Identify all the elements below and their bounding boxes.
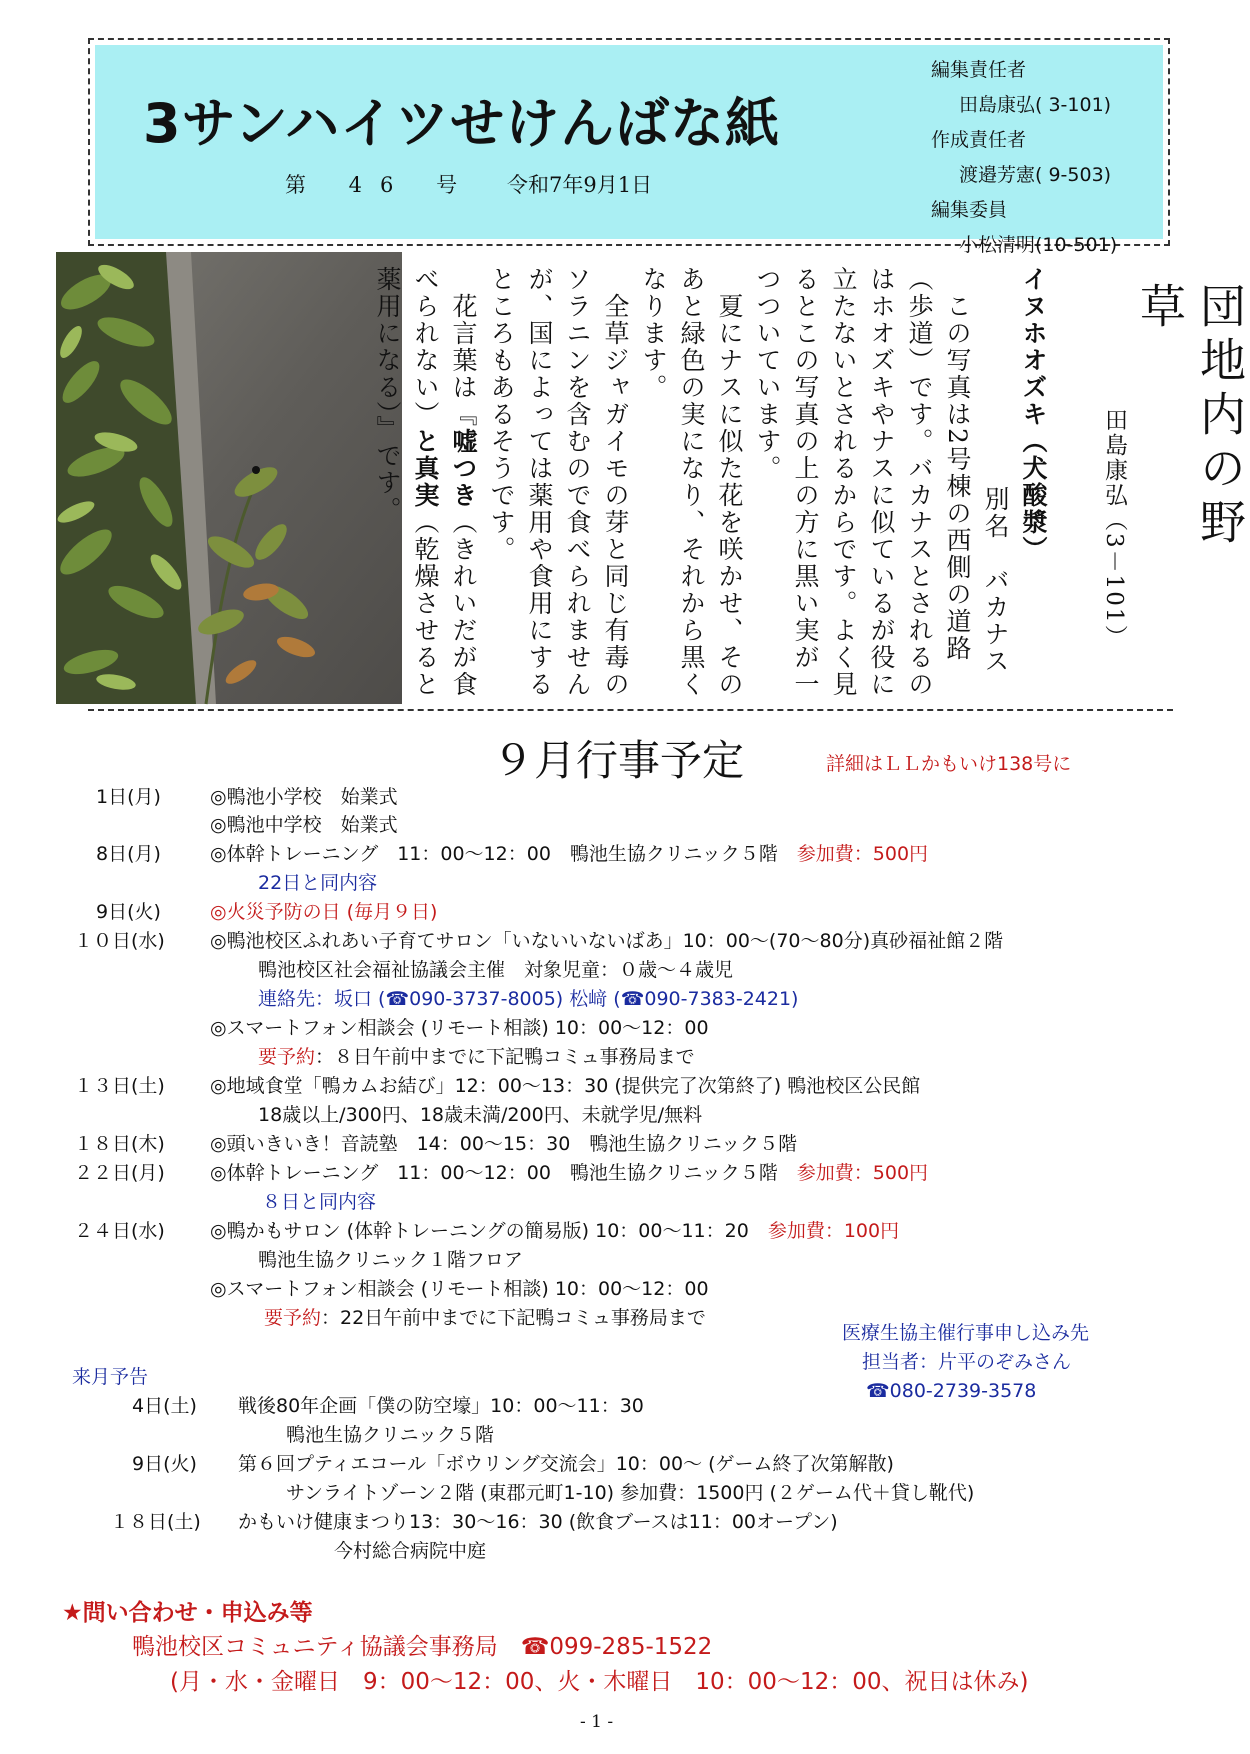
contact-organization: 鴨池校区コミュニティ協議会事務局 ☎099-285-1522 [132, 1634, 713, 1660]
event-text: ◎鴨かもサロン (体幹トレーニングの簡易版) 10：00～11：20 [210, 1220, 749, 1242]
article-body [373, 266, 1052, 706]
event-fee: 参加費：500円 [796, 843, 929, 865]
event-date: 9日(火) [96, 901, 161, 923]
paragraph-text: この写真は2号棟の西側の道路（歩道）です。バカナスとされるのはホオズキやナスに似ているが役に立たないとされるからです。よく見るとこの写真の上の方に黒い実が一つついています。 [753, 266, 972, 698]
staff-role: 編集責任者 [931, 59, 1027, 81]
event-text: 戦後80年企画「僕の防空壕」10：00～11：30 [238, 1395, 644, 1417]
medical-contact-title: 医療生協主催行事申し込み先 [842, 1322, 1090, 1344]
plant-alias: 別名 バカナス [981, 486, 1010, 675]
event-date: 1日(月) [96, 786, 161, 808]
event-text: ◎体幹トレーニング 11：00～12：00 鴨池生協クリニック５階 [210, 843, 778, 865]
event-line: 18歳以上/300円、18歳未満/200円、未就学児/無料 [258, 1104, 703, 1126]
event-line: ◎鴨池中学校 始業式 [210, 814, 398, 836]
event-text: ◎鴨池校区ふれあい子育てサロン「いないいないばあ」10：00～(70～80分)真砂福祉館２階 [210, 930, 1004, 952]
staff-name: 田島康弘( 3-101) [959, 94, 1112, 116]
event-date: 8日(月) [96, 843, 161, 865]
event-text: ：８日午前中までに下記鴨コミュ事務局まで [315, 1046, 695, 1068]
paragraph-text: 花言葉は『 [449, 293, 478, 428]
event-line: 22日と同内容 [258, 872, 378, 894]
masthead-title: 3サンハイツせけんばな紙 [143, 92, 781, 155]
article-title: 団地内の野草 [1133, 282, 1247, 552]
staff-name: 小松清明(10-501) [959, 234, 1118, 256]
event-line: 鴨池生協クリニック１階フロア [258, 1249, 523, 1271]
event-line [96, 841, 928, 867]
staff-role: 作成責任者 [931, 129, 1027, 151]
next-month-line [132, 1451, 894, 1477]
issue-date: 令和7年9月1日 [507, 173, 653, 197]
next-month-line: 鴨池生協クリニック５階 [286, 1424, 494, 1446]
header-frame [88, 38, 1170, 256]
medical-contact-phone: ☎080-2739-3578 [866, 1380, 1037, 1402]
article-author: 田島康弘（3－101） [1101, 408, 1127, 650]
paragraph-text: と [411, 428, 440, 455]
article-paragraph [634, 266, 748, 706]
event-text: ◎地域食堂「鴨カムお結び」12：00～13：30 (提供完了次第終了) 鴨池校区公民館 [210, 1075, 921, 1097]
event-date: ２２日(月) [74, 1162, 165, 1184]
event-text: ◎頭いきいき！音読塾 14：00～15：30 鴨池生協クリニック５階 [210, 1133, 798, 1155]
event-line [74, 1218, 899, 1244]
staff-list [931, 53, 1171, 263]
event-date: １３日(土) [74, 1075, 165, 1097]
event-line: ◎スマートフォン相談会 (リモート相談) 10：00～12：00 [210, 1017, 709, 1039]
event-line [96, 899, 437, 925]
event-line [74, 1160, 928, 1186]
header-panel [95, 45, 1163, 256]
article-paragraph [482, 266, 634, 706]
next-month-line [132, 1393, 644, 1419]
next-month-line [110, 1509, 838, 1535]
event-line [96, 784, 398, 810]
event-text: ◎鴨池小学校 始業式 [210, 786, 398, 808]
keyword-lie: 嘘つき [449, 428, 478, 509]
event-text: ：22日午前中までに下記鴨コミュ事務局まで [321, 1307, 706, 1329]
event-line [74, 928, 1003, 954]
article-paragraph [748, 266, 976, 706]
paragraph-text: 全草ジャガイモの芽と同じ有毒のソラニンを含むので食べられませんが、国によっては薬用や食用にするところもあるそうです。 [487, 266, 630, 698]
plant-name: イヌホオズキ（犬酸漿） [1019, 266, 1048, 563]
event-date: 4日(土) [132, 1395, 197, 1417]
plant-photo [56, 252, 402, 704]
event-text: ◎火災予防の日 (毎月９日) [210, 901, 438, 923]
issue-number: 第 46 号 [285, 173, 476, 197]
event-date: ２４日(水) [74, 1220, 165, 1242]
event-line [74, 1131, 797, 1157]
event-date: １８日(土) [110, 1511, 201, 1533]
next-month-line: 今村総合病院中庭 [334, 1540, 487, 1562]
contact-hours: (月・水・金曜日 9：00～12：00、火・木曜日 10：00～12：00、祝日は休み) [170, 1669, 1029, 1695]
contact-title: ★問い合わせ・申込み等 [62, 1600, 313, 1626]
paragraph-text: 夏にナスに似た花を咲かせ、そのあと緑色の実になり、それから黒くなります。 [639, 266, 744, 698]
event-line [264, 1305, 706, 1331]
event-fee: 参加費：500円 [796, 1162, 929, 1184]
event-text: かもいけ健康まつり13：30～16：30 (飲食ブースは11：00オープン) [238, 1511, 838, 1533]
event-date: １０日(水) [74, 930, 165, 952]
keyword-truth: 真実 [411, 455, 440, 509]
paragraph-text: （きれいだが食べられない） [411, 266, 478, 698]
article-paragraph [368, 266, 482, 706]
event-line: ８日と同内容 [262, 1191, 377, 1213]
event-line [74, 1073, 920, 1099]
event-text: ◎体幹トレーニング 11：00～12：00 鴨池生協クリニック５階 [210, 1162, 778, 1184]
event-fee: 参加費：100円 [767, 1220, 900, 1242]
event-text: 第６回プティエコール「ボウリング交流会」10：00～ (ゲーム終了次第解散) [238, 1453, 894, 1475]
reservation-required: 要予約 [264, 1307, 322, 1329]
event-line: 鴨池校区社会福祉協議会主催 対象児童：０歳～４歳児 [258, 959, 734, 981]
paragraph-text: （乾燥させると薬用になる）』です。 [373, 266, 440, 698]
event-line: 連絡先：坂口 (☎090-3737-8005) 松﨑 (☎090-7383-2421) [258, 988, 799, 1010]
next-month-title: 来月予告 [72, 1366, 149, 1388]
section-divider [88, 709, 1173, 711]
event-line: ◎スマートフォン相談会 (リモート相談) 10：00～12：00 [210, 1278, 709, 1300]
events-title: ９月行事予定 [492, 736, 745, 785]
staff-role: 編集委員 [931, 199, 1008, 221]
reservation-required: 要予約 [258, 1046, 316, 1068]
medical-contact-person: 担当者：片平のぞみさん [862, 1351, 1072, 1373]
page-number: - 1 - [580, 1712, 614, 1732]
events-note: 詳細はＬＬかもいけ138号に [826, 753, 1072, 775]
event-date: １８日(木) [74, 1133, 165, 1155]
next-month-line: サンライトゾーン２階 (東郡元町1-10) 参加費：1500円 (２ゲーム代＋貸し靴代) [286, 1482, 975, 1504]
event-date: 9日(火) [132, 1453, 197, 1475]
staff-name: 渡邉芳憲( 9-503) [959, 164, 1112, 186]
event-line [258, 1044, 695, 1070]
